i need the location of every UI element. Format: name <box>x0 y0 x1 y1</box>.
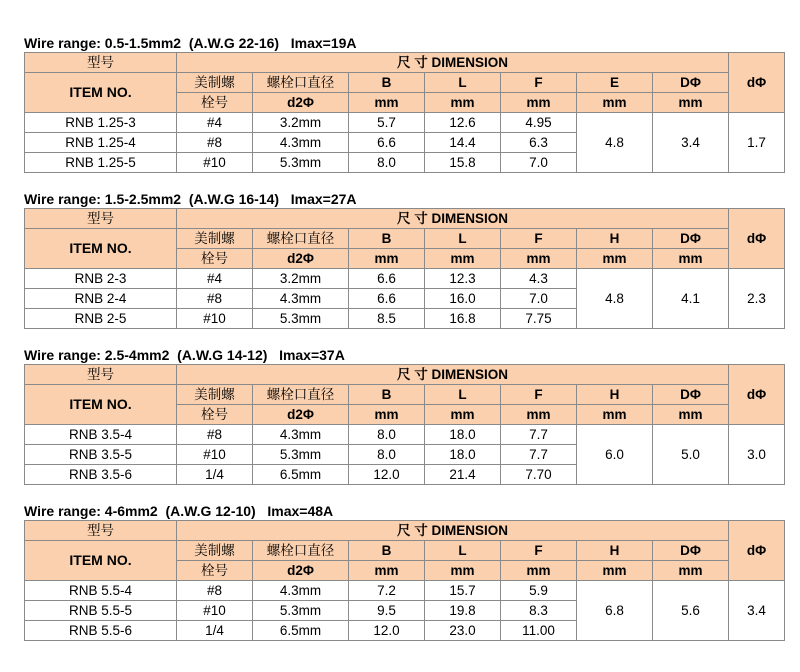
d2-cell: 5.3mm <box>253 153 349 173</box>
item-cell: RNB 5.5-4 <box>25 581 177 601</box>
f-cell: 7.0 <box>501 289 577 309</box>
b-header: B <box>349 385 425 405</box>
b-cell: 8.5 <box>349 309 425 329</box>
b-cell: 12.0 <box>349 465 425 485</box>
item-no-header: ITEM NO. <box>25 541 177 581</box>
bolt-diameter-cn-header: 螺栓口直径 <box>253 385 349 405</box>
d2-header: d2Φ <box>253 405 349 425</box>
f-header: F <box>501 73 577 93</box>
us-screw-header-line1: 美制螺 <box>177 385 253 405</box>
b-unit: mm <box>349 561 425 581</box>
b-cell: 9.5 <box>349 601 425 621</box>
d2-cell: 4.3mm <box>253 425 349 445</box>
spec-section <box>24 190 784 329</box>
dimension-header: 尺 寸 DIMENSION <box>177 209 729 229</box>
l-cell: 15.7 <box>425 581 501 601</box>
d-cap-unit: mm <box>653 249 729 269</box>
item-no-header: ITEM NO. <box>25 385 177 425</box>
f-cell: 7.75 <box>501 309 577 329</box>
l-cell: 18.0 <box>425 445 501 465</box>
screw-cell: #8 <box>177 133 253 153</box>
spec-table <box>24 52 785 173</box>
bolt-diameter-cn-header: 螺栓口直径 <box>253 541 349 561</box>
d-cap-header: DΦ <box>653 541 729 561</box>
spec-table <box>24 520 785 641</box>
item-cell: RNB 1.25-5 <box>25 153 177 173</box>
f-cell: 7.7 <box>501 425 577 445</box>
d-cap-value: 3.4 <box>653 113 729 173</box>
screw-cell: #4 <box>177 269 253 289</box>
d-cap-header: DΦ <box>653 73 729 93</box>
d2-cell: 5.3mm <box>253 309 349 329</box>
screw-cell: #10 <box>177 601 253 621</box>
f-cell: 7.0 <box>501 153 577 173</box>
col5-unit: mm <box>577 93 653 113</box>
l-cell: 16.0 <box>425 289 501 309</box>
spec-table <box>24 364 785 485</box>
d-small-header: dΦ <box>729 209 785 269</box>
dimension-header: 尺 寸 DIMENSION <box>177 53 729 73</box>
l-header: L <box>425 229 501 249</box>
b-cell: 6.6 <box>349 133 425 153</box>
f-header: F <box>501 385 577 405</box>
f-unit: mm <box>501 561 577 581</box>
b-cell: 6.6 <box>349 269 425 289</box>
d2-cell: 6.5mm <box>253 465 349 485</box>
l-unit: mm <box>425 561 501 581</box>
item-cell: RNB 1.25-4 <box>25 133 177 153</box>
b-cell: 5.7 <box>349 113 425 133</box>
d-cap-value: 5.6 <box>653 581 729 641</box>
screw-cell: #10 <box>177 309 253 329</box>
item-no-header: ITEM NO. <box>25 229 177 269</box>
d2-cell: 3.2mm <box>253 269 349 289</box>
f-unit: mm <box>501 93 577 113</box>
col5-value: 4.8 <box>577 113 653 173</box>
f-header: F <box>501 541 577 561</box>
b-unit: mm <box>349 93 425 113</box>
l-cell: 23.0 <box>425 621 501 641</box>
d2-cell: 3.2mm <box>253 113 349 133</box>
d2-header: d2Φ <box>253 93 349 113</box>
screw-cell: #10 <box>177 445 253 465</box>
col5-value: 6.0 <box>577 425 653 485</box>
f-cell: 4.3 <box>501 269 577 289</box>
col5-header: H <box>577 541 653 561</box>
us-screw-header-line2: 栓号 <box>177 249 253 269</box>
b-cell: 6.6 <box>349 289 425 309</box>
f-cell: 7.70 <box>501 465 577 485</box>
col5-header: H <box>577 385 653 405</box>
wire-range-title: Wire range: 1.5-2.5mm2 (A.W.G 16-14) Imax=27A <box>24 191 357 207</box>
screw-cell: 1/4 <box>177 621 253 641</box>
model-cn-header: 型号 <box>25 521 177 541</box>
item-cell: RNB 2-3 <box>25 269 177 289</box>
us-screw-header-line1: 美制螺 <box>177 541 253 561</box>
d-cap-value: 5.0 <box>653 425 729 485</box>
d2-cell: 4.3mm <box>253 289 349 309</box>
dimension-header: 尺 寸 DIMENSION <box>177 521 729 541</box>
bolt-diameter-cn-header: 螺栓口直径 <box>253 73 349 93</box>
d-cap-header: DΦ <box>653 385 729 405</box>
screw-cell: #4 <box>177 113 253 133</box>
l-unit: mm <box>425 93 501 113</box>
screw-cell: #8 <box>177 425 253 445</box>
b-unit: mm <box>349 405 425 425</box>
d2-cell: 6.5mm <box>253 621 349 641</box>
l-cell: 14.4 <box>425 133 501 153</box>
f-header: F <box>501 229 577 249</box>
col5-header: E <box>577 73 653 93</box>
us-screw-header-line2: 栓号 <box>177 405 253 425</box>
us-screw-header-line1: 美制螺 <box>177 229 253 249</box>
b-cell: 12.0 <box>349 621 425 641</box>
f-cell: 5.9 <box>501 581 577 601</box>
item-cell: RNB 3.5-6 <box>25 465 177 485</box>
screw-cell: #8 <box>177 289 253 309</box>
d-cap-unit: mm <box>653 561 729 581</box>
l-header: L <box>425 541 501 561</box>
l-cell: 21.4 <box>425 465 501 485</box>
l-cell: 18.0 <box>425 425 501 445</box>
col5-unit: mm <box>577 405 653 425</box>
model-cn-header: 型号 <box>25 53 177 73</box>
l-header: L <box>425 385 501 405</box>
spec-table <box>24 208 785 329</box>
table-row <box>25 581 785 601</box>
b-cell: 7.2 <box>349 581 425 601</box>
col5-header: H <box>577 229 653 249</box>
item-cell: RNB 3.5-5 <box>25 445 177 465</box>
b-header: B <box>349 541 425 561</box>
f-cell: 6.3 <box>501 133 577 153</box>
d2-header: d2Φ <box>253 249 349 269</box>
bolt-diameter-cn-header: 螺栓口直径 <box>253 229 349 249</box>
table-row <box>25 113 785 133</box>
d-cap-header: DΦ <box>653 229 729 249</box>
l-header: L <box>425 73 501 93</box>
table-row <box>25 269 785 289</box>
spec-section <box>24 34 784 173</box>
b-unit: mm <box>349 249 425 269</box>
table-row <box>25 425 785 445</box>
d-small-value: 3.4 <box>729 581 785 641</box>
col5-value: 6.8 <box>577 581 653 641</box>
l-cell: 16.8 <box>425 309 501 329</box>
b-header: B <box>349 229 425 249</box>
b-cell: 8.0 <box>349 425 425 445</box>
wire-range-title: Wire range: 2.5-4mm2 (A.W.G 14-12) Imax=37A <box>24 347 345 363</box>
f-cell: 4.95 <box>501 113 577 133</box>
us-screw-header-line1: 美制螺 <box>177 73 253 93</box>
dimension-header: 尺 寸 DIMENSION <box>177 365 729 385</box>
f-cell: 7.7 <box>501 445 577 465</box>
f-cell: 11.00 <box>501 621 577 641</box>
l-cell: 15.8 <box>425 153 501 173</box>
d2-header: d2Φ <box>253 561 349 581</box>
d-small-value: 1.7 <box>729 113 785 173</box>
d-small-header: dΦ <box>729 53 785 113</box>
model-cn-header: 型号 <box>25 209 177 229</box>
us-screw-header-line2: 栓号 <box>177 561 253 581</box>
l-cell: 12.3 <box>425 269 501 289</box>
d-cap-unit: mm <box>653 93 729 113</box>
d-cap-value: 4.1 <box>653 269 729 329</box>
item-cell: RNB 5.5-6 <box>25 621 177 641</box>
b-cell: 8.0 <box>349 445 425 465</box>
item-cell: RNB 3.5-4 <box>25 425 177 445</box>
us-screw-header-line2: 栓号 <box>177 93 253 113</box>
spec-section <box>24 502 784 641</box>
d-small-header: dΦ <box>729 521 785 581</box>
col5-unit: mm <box>577 561 653 581</box>
d2-cell: 5.3mm <box>253 601 349 621</box>
l-cell: 12.6 <box>425 113 501 133</box>
l-unit: mm <box>425 405 501 425</box>
d-cap-unit: mm <box>653 405 729 425</box>
screw-cell: #10 <box>177 153 253 173</box>
wire-range-title: Wire range: 0.5-1.5mm2 (A.W.G 22-16) Imax=19A <box>24 35 357 51</box>
l-unit: mm <box>425 249 501 269</box>
col5-unit: mm <box>577 249 653 269</box>
b-cell: 8.0 <box>349 153 425 173</box>
wire-range-title: Wire range: 4-6mm2 (A.W.G 12-10) Imax=48A <box>24 503 334 519</box>
item-cell: RNB 5.5-5 <box>25 601 177 621</box>
screw-cell: 1/4 <box>177 465 253 485</box>
item-cell: RNB 1.25-3 <box>25 113 177 133</box>
item-cell: RNB 2-4 <box>25 289 177 309</box>
f-unit: mm <box>501 249 577 269</box>
d-small-value: 2.3 <box>729 269 785 329</box>
f-cell: 8.3 <box>501 601 577 621</box>
d-small-value: 3.0 <box>729 425 785 485</box>
spec-section <box>24 346 784 485</box>
item-no-header: ITEM NO. <box>25 73 177 113</box>
model-cn-header: 型号 <box>25 365 177 385</box>
col5-value: 4.8 <box>577 269 653 329</box>
f-unit: mm <box>501 405 577 425</box>
item-cell: RNB 2-5 <box>25 309 177 329</box>
d2-cell: 5.3mm <box>253 445 349 465</box>
d2-cell: 4.3mm <box>253 133 349 153</box>
b-header: B <box>349 73 425 93</box>
screw-cell: #8 <box>177 581 253 601</box>
d-small-header: dΦ <box>729 365 785 425</box>
d2-cell: 4.3mm <box>253 581 349 601</box>
l-cell: 19.8 <box>425 601 501 621</box>
